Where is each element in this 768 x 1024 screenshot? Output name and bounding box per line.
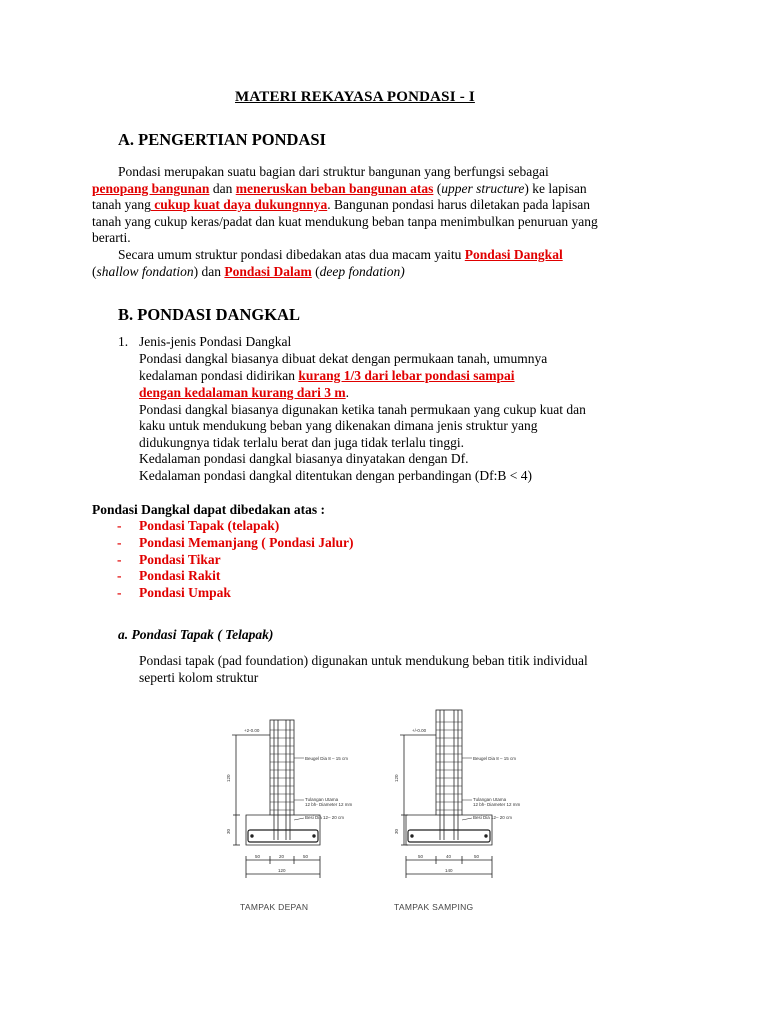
text-span: dan xyxy=(209,181,236,196)
right-dim-total: 140 xyxy=(445,868,453,873)
term-penopang: penopang bangunan xyxy=(92,181,210,196)
types-item: Pondasi Memanjang ( Pondasi Jalur) xyxy=(139,535,354,550)
text-span: ( xyxy=(92,264,97,279)
term-pondasi-dalam: Pondasi Dalam xyxy=(224,264,312,279)
types-item: Pondasi Tikar xyxy=(139,552,221,567)
item1-line4: Pondasi dangkal biasanya digunakan ketika tanah permukaan yang cukup kuat dan xyxy=(139,402,586,417)
types-dash: - xyxy=(117,518,122,533)
types-dash: - xyxy=(117,552,122,567)
term-pondasi-dangkal: Pondasi Dangkal xyxy=(464,247,563,262)
section-a-p1-line1: Pondasi merupakan suatu bagian dari struktur bangunan yang berfungsi sebagai xyxy=(118,164,549,179)
left-dim-b3: 50 xyxy=(303,854,309,859)
section-a-p1-line4: tanah yang cukup keras/padat dan kuat mendukung beban tanpa menimbulkan penuruan yang xyxy=(92,214,598,229)
left-label-tul1: Tulangan Utama xyxy=(305,797,339,802)
item1-line6: didukungnya tidak terlalu berat dan juga tidak terlalu tinggi. xyxy=(139,435,465,450)
foundation-figure xyxy=(200,700,520,920)
item1-line5: kaku untuk mendukung beban yang dikenakan dimana jenis struktur yang xyxy=(139,418,538,433)
item1-number: 1. xyxy=(118,334,129,349)
item1-line1: Pondasi dangkal biasanya dibuat dekat dengan permukaan tanah, umumnya xyxy=(139,351,548,366)
text-span: . xyxy=(345,385,350,400)
side-view-drawing xyxy=(400,710,492,878)
text-span: ( xyxy=(433,181,442,196)
sub-a-heading: a. Pondasi Tapak ( Telapak) xyxy=(118,627,274,642)
right-label-besi: Besi Dia 12– 20 cm xyxy=(473,815,513,820)
types-dash: - xyxy=(117,535,122,550)
right-dim-b2: 40 xyxy=(446,854,452,859)
right-dim-b1: 50 xyxy=(418,854,424,859)
left-label-tul2: 12 bh- Diameter 12 mm xyxy=(305,802,353,807)
right-dim-h1: 120 xyxy=(394,774,399,782)
section-a-p1-line5: berarti. xyxy=(92,230,131,245)
right-label-sengkang: Beugel Dia 8 – 15 cm xyxy=(473,756,517,761)
text-italic: upper structure xyxy=(441,181,525,196)
types-item: Pondasi Umpak xyxy=(139,585,231,600)
text-span: kedalaman pondasi didirikan xyxy=(139,368,299,383)
left-dim-h2: 30 xyxy=(226,828,231,834)
section-a-p1-line2 xyxy=(92,181,587,198)
types-dash: - xyxy=(117,568,122,583)
section-b-heading: B. PONDASI DANGKAL xyxy=(118,305,300,324)
left-dim-b2: 20 xyxy=(279,854,285,859)
left-dim-b1: 50 xyxy=(255,854,261,859)
text-italic: deep fondation) xyxy=(319,264,405,279)
types-item: Pondasi Rakit xyxy=(139,568,221,583)
caption-side: TAMPAK SAMPING xyxy=(394,902,474,912)
term-meneruskan: meneruskan beban bangunan atas xyxy=(235,181,434,196)
text-span: . Bangunan pondasi harus diletakan pada lapisan xyxy=(327,197,591,212)
item1-line2 xyxy=(139,368,515,385)
section-a-p1-line3 xyxy=(92,197,590,214)
text-span: ) ke lapisan xyxy=(524,181,587,196)
item1-line3 xyxy=(139,385,349,402)
section-a-heading: A. PENGERTIAN PONDASI xyxy=(118,130,326,149)
caption-front: TAMPAK DEPAN xyxy=(240,902,309,912)
section-a-p2-line2 xyxy=(92,264,405,281)
sub-a-line1: Pondasi tapak (pad foundation) digunakan untuk mendukung beban titik individual xyxy=(139,653,588,668)
item1-title: Jenis-jenis Pondasi Dangkal xyxy=(139,334,292,349)
left-dim-h1: 120 xyxy=(226,774,231,782)
text-span: Secara umum struktur pondasi dibedakan atas dua macam yaitu xyxy=(118,247,465,262)
right-dim-h2: 30 xyxy=(394,828,399,834)
text-span: tanah yang xyxy=(92,197,151,212)
item1-line8: Kedalaman pondasi dangkal ditentukan dengan perbandingan (Df:B < 4) xyxy=(139,468,532,483)
sub-a-line2: seperti kolom struktur xyxy=(139,670,259,685)
left-elev: +2-0.00 xyxy=(244,728,260,733)
types-dash: - xyxy=(117,585,122,600)
left-label-sengkang: Beugel Dia 8 – 15 cm xyxy=(305,756,349,761)
left-label-besi: Besi Dia 12– 20 cm xyxy=(305,815,345,820)
section-a-p2-line1 xyxy=(118,247,563,264)
page-title: MATERI REKAYASA PONDASI - I xyxy=(235,89,475,105)
types-heading: Pondasi Dangkal dapat dibedakan atas : xyxy=(92,502,325,517)
term-kedalaman-3m: dengan kedalaman kurang dari 3 m xyxy=(139,385,346,400)
term-daya-dukung: cukup kuat daya dukungnnya xyxy=(150,197,328,212)
term-kedalaman: kurang 1/3 dari lebar pondasi sampai xyxy=(298,368,515,383)
right-label-tul1: Tulangan Utama xyxy=(473,797,507,802)
types-item: Pondasi Tapak (telapak) xyxy=(139,518,280,533)
item1-line7: Kedalaman pondasi dangkal biasanya dinyatakan dengan Df. xyxy=(139,451,469,466)
text-span: ) dan xyxy=(193,264,225,279)
right-dim-b3: 50 xyxy=(474,854,480,859)
right-label-tul2: 12 bh- Diameter 12 mm xyxy=(473,802,520,807)
text-span: ( xyxy=(311,264,320,279)
left-dim-total: 120 xyxy=(278,868,286,873)
text-italic: shallow fondation xyxy=(96,264,194,279)
right-elev: +/-0.00 xyxy=(412,728,427,733)
